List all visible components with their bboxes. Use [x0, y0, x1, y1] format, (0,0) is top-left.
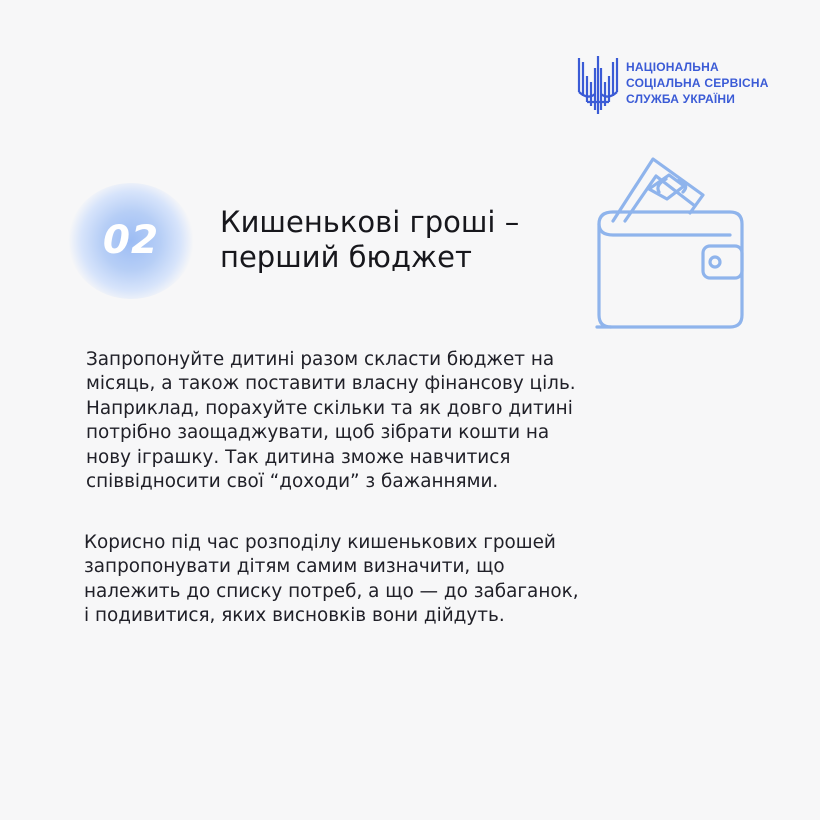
paragraph-2-line: Корисно під час розподілу кишенькових грошей [84, 532, 556, 553]
paragraph-2-line: належить до списку потреб, а що — до забаганок, [84, 580, 579, 602]
title-line-2: перший бюджет [220, 240, 472, 274]
page-title [220, 205, 580, 275]
logo-line-2: СОЦІАЛЬНА СЕРВІСНА [626, 76, 769, 90]
trident-icon [576, 56, 620, 114]
step-number-badge [68, 183, 194, 299]
paragraph-1-line: співвідносити свої “доходи” з бажаннями. [86, 471, 499, 493]
title-line-1: Кишенькові гроші – [220, 205, 520, 239]
paragraph-1-line: Наприклад, порахуйте скільки та як довго дитині [86, 397, 573, 419]
paragraph-1-line: Запропонуйте дитині разом скласти бюджет на [86, 349, 555, 370]
logo-line-3: СЛУЖБА УКРАЇНИ [626, 92, 736, 106]
paragraph-2-line: запропонувати дітям самим визначити, що [84, 556, 505, 578]
paragraph-2-line: і подивитися, яких висновків вони дійдуть. [84, 605, 505, 627]
logo-line-1: НАЦІОНАЛЬНА [626, 60, 719, 74]
body-paragraph-2 [84, 531, 664, 629]
paragraph-1-line: місяць, а також поставити власну фінансову ціль. [86, 373, 576, 395]
paragraph-1-line: потрібно заощаджувати, щоб зібрати кошти на [86, 422, 550, 444]
logo-wordmark [626, 59, 791, 107]
step-number: 02 [102, 218, 160, 263]
body-paragraph-1 [86, 348, 656, 494]
ministry-logo [576, 56, 791, 114]
paragraph-1-line: нову іграшку. Так дитина зможе навчитися [86, 446, 511, 468]
wallet-with-money-icon [585, 155, 760, 335]
